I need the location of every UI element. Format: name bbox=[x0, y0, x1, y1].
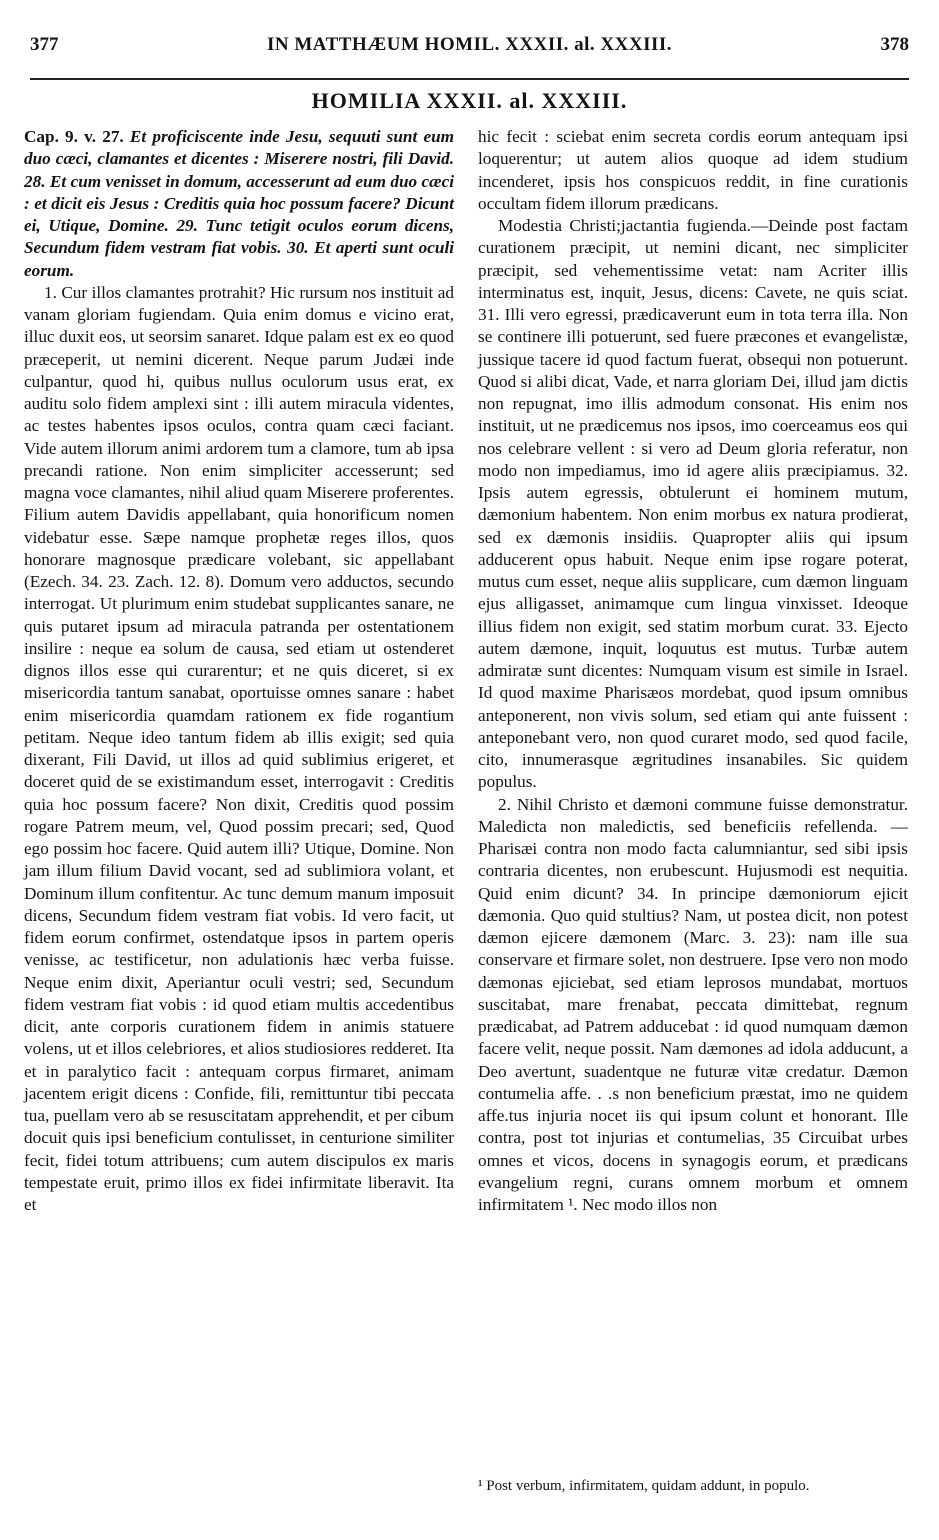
homily-title: HOMILIA XXXII. al. XXXIII. bbox=[311, 88, 628, 113]
page-number-left: 377 bbox=[30, 34, 59, 55]
paragraph-1-left: 1. Cur illos clamantes protrahit? Hic rursum nos instituit ad vanam gloriam fugiendam. Quia enim domus e vicino erat, illuc duxit eos, ut seorsim sanaret. Idque palam est ex eo quod præceperit, ut nemini dicerent. Neque parum Judæi inde culpantur, quod hi, quibus nullus oculorum usus erat, ex auditu solo fidem amplexi sint : illi autem miracula videntes, ac testes habentes ipsos oculos, contra quam cæci faciant. Vide autem illorum animi ardorem tum a clamore, tum ab ipsa precandi ratione. Non enim simpliciter accesserunt; sed magna voce clamantes, nihil aliud quam Miserere proferentes. Filium autem Davidis appellabant, quia honorificum nomen videbatur esse. Sæpe namque prophetæ reges illos, quos honorare magnosque prædicare volebant, sic appellabant (Ezech. 34. 23. Zach. 12. 8). Domum vero adductos, secundo interrogat. Ut plurimum enim studebat supplicantes sanare, ne quis putaret ipsum ad miracula patranda per ostentationem insilire : neque ea solum de causa, sed etiam ut ostenderet dignos illos esse qui curarentur; et ne quis diceret, si ex misericordia tantum sanabat, oportuisse omnes sanare : habet enim misericordia quamdam rationem ex fide rogantium petitam. Neque ideo tantum fidem ab illis exigit; sed quia dixerant, Fili David, ut illos ad quid sublimius erigeret, et doceret quid de se existimandum esset, interrogavit : Creditis quia hoc possum facere? Non dixit, Creditis quod possim rogare Patrem meum, vel, Quod possim precari; sed, Quod ego possim hoc facere. Quid autem illi? Utique, Domine. Non jam illum filium David vocant, sed ad sublimiora volant, et Dominum illum confitentur. Ac tunc demum manum imposuit dicens, Secundum fidem vestram fiat vobis. Id vero facit, ut fidem eorum confirmet, ostendatque ipsos in partem operis venisse, ac testificetur, non adulationis hæc verba fuisse. Neque enim dixit, Aperiantur oculi vestri; sed, Secundum fidem vestram fiat vobis : id quod etiam multis accedentibus dicit, ante corporis curationem fidem in animis statuere volens, ut et illos celebriores, et alios studiosiores redderet. Ita et in paralytico facit : antequam corpus firmaret, animam jacentem erigit dicens : Confide, fili, remittuntur tibi peccata tua, puellam vero ab se resuscitatam apprehendit, et per cibum docuit quis ipsi beneficium contulisset, in centurione similiter fecit, fidei totum attribuens; cum autem discipulos ex maris tempestate eruit, primo illos ex fidei infirmitate liberavit. Ita et bbox=[24, 282, 454, 1214]
lemma-reference: Cap. 9. v. 27. bbox=[24, 127, 124, 146]
scripture-lemma bbox=[24, 126, 454, 282]
lemma-text: Et proficiscente inde Jesu, sequuti sunt eum duo cæci, clamantes et dicentes : Miserere nostri, fili David. 28. Et cum venisset in domum, accesserunt ad eum duo cæci : et dicit eis Jesus : Creditis quia hoc possum facere? Dicunt ei, Utique, Domine. 29. Tunc tetigit oculos eorum dicens, Secundum fidem vestram fiat vobis. 30. Et aperti sunt oculi eorum. bbox=[24, 127, 454, 280]
paragraph-2: 2. Nihil Christo et dæmoni commune fuisse demonstratur. Maledicta non maledictis, sed beneficiis refellenda. — Pharisæi contra non modo facta calumniantur, sed sibi ipsis contraria dicentes, non erubescunt. Hujusmodi est nequitia. Quid enim dicunt? 34. In principe dæmoniorum ejicit dæmonia. Quo quid stultius? Nam, ut postea dicit, non potest dæmon ejicere dæmonem (Marc. 3. 23): nam ille sua conservare et firmare solet, non destruere. Ipse vero non modo dæmonas ejiciebat, sed etiam leprosos mundabat, mortuos suscitabat, mare frenabat, peccata dimittebat, regnum prædicabat, ad Patrem adducebat : id quod numquam dæmon facere velit, neque possit. Nam dæmones ad idola adducunt, a Deo avertunt, suadentque ne futuræ vitæ credatur. Dæmon contumelia affe. . .s non beneficium præstat, imo ne quidem affe.tus injuria nocet iis qui ipsum colunt et honorant. Ille contra, post tot injurias et contumelias, 35 Circuibat urbes omnes et vicos, docens in synagogis eorum, et prædicans evangelium regni, curans omnem morbum et omnem infirmitatem ¹. Nec modo illos non bbox=[478, 794, 909, 1214]
left-column bbox=[24, 126, 454, 1216]
header-rule bbox=[30, 78, 909, 80]
page-number-right: 378 bbox=[880, 34, 909, 55]
footnote: ¹ Post verbum, infirmitatem, quidam addunt, in populo. bbox=[478, 1478, 810, 1494]
paragraph-continuation: hic fecit : sciebat enim secreta cordis eorum antequam ipsi loquerentur; ut autem alios quoque ad idem studium incenderet, ipsis hos conspicuos reddit, in fine curationis occultam fidem illorum prædicans. bbox=[478, 127, 908, 213]
running-header bbox=[30, 34, 909, 60]
running-title: IN MATTHÆUM HOMIL. XXXII. al. XXXIII. bbox=[266, 34, 673, 55]
paragraph-modestia: Modestia Christi;jactantia fugienda.—Deinde post factam curationem præcipit, ut nemini dicant, nec simpliciter præcipit, sed vehementissime vetat: nam Acriter illis interminatus est, inquit, Jesus, dicens: Cavete, ne quis sciat. 31. Illi vero egressi, prædicaverunt eum in tota terra illa. Non se continere illi potuerunt, sed fuere præcones et evangelistæ, jussique tacere id quod factum fuerat, obsequi non potuerunt. Quod si alibi dicat, Vade, et narra gloriam Dei, illud jam dictis non repugnat, imo illis admodum consonat. His enim nos instituit, ut ne prædicemus nos ipsos, imo coerceamus eos qui nos celebrare vellent : si vero ad Deum gloria referatur, non modo non impediamus, imo id agere aliis præcipiamus. 32. Ipsis autem egressis, obtulerunt ei hominem mutum, dæmonium habentem. Non enim morbus ex natura prodierat, sed ex dæmonis insidiis. Quapropter aliis qui ipsum adducerent opus habuit. Neque enim ipse rogare poterat, mutus cum esset, neque aliis supplicare, cum dæmon linguam ejus alligasset, animamque cum lingua vinxisset. Ideoque illius fidem non exigit, sed statim morbum curat. 33. Ejecto autem dæmone, inquit, loquutus est mutus. Turbæ autem admiratæ sunt dicentes: Numquam visum est simile in Israel. Id quod maxime Pharisæos mordebat, quod ipsum omnibus anteponerent, non vivis solum, sed etiam qui ante fuissent : anteponebant vero, non quod curaret modo, sed quod facile, cito, innumerasque ægritudines insanabiles. Sic quidem populus. bbox=[478, 216, 908, 792]
right-column bbox=[478, 126, 908, 1216]
